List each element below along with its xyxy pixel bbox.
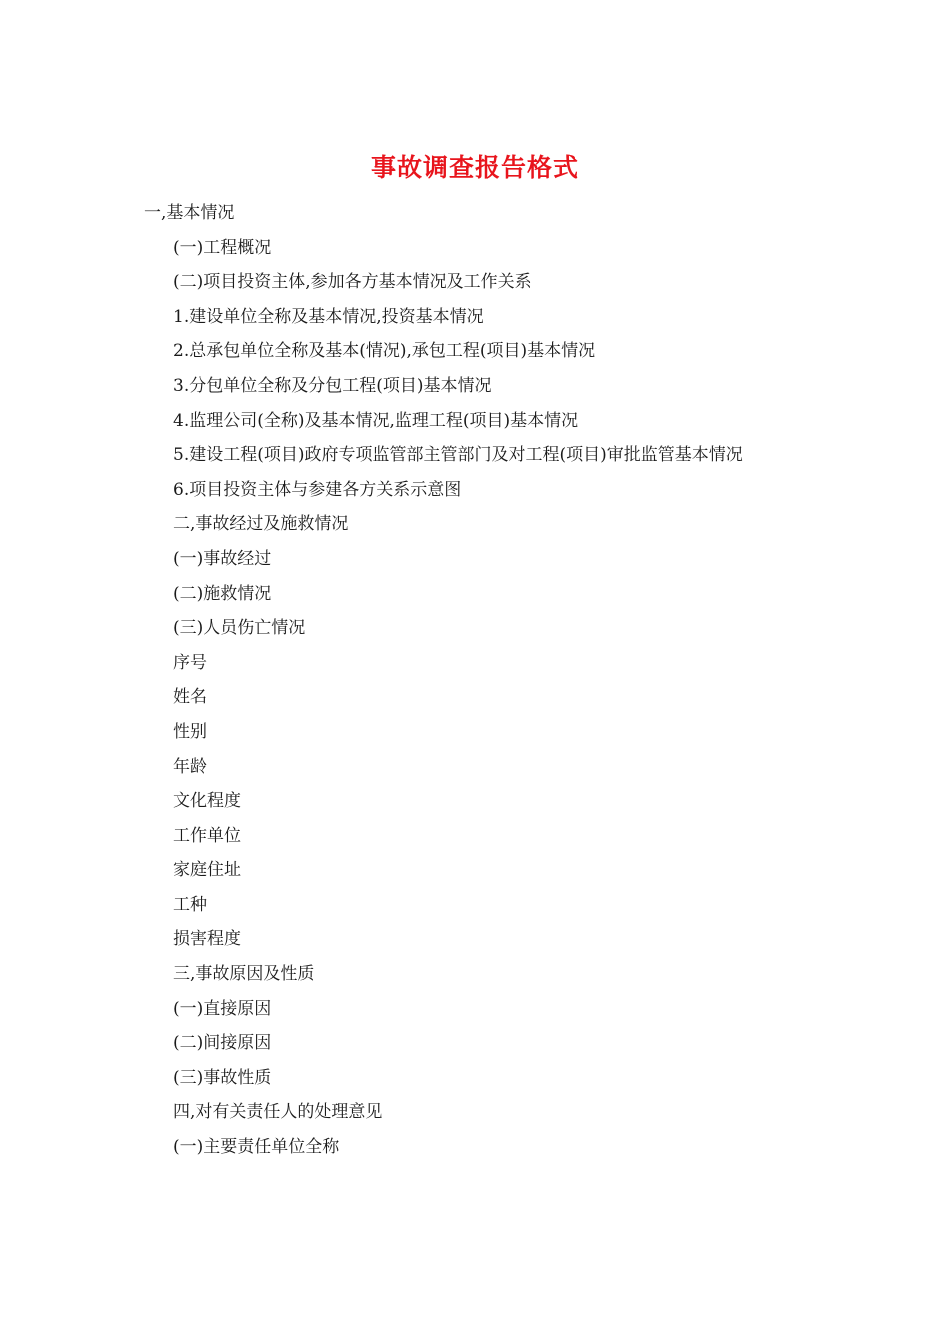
document-line: 性别 xyxy=(173,721,207,742)
document-line: 年龄 xyxy=(173,756,207,777)
document-line: 6.项目投资主体与参建各方关系示意图 xyxy=(173,479,462,500)
document-line: 1.建设单位全称及基本情况,投资基本情况 xyxy=(173,306,484,327)
document-line: 姓名 xyxy=(173,687,207,708)
document-line: 工种 xyxy=(173,894,207,915)
document-line: (二)间接原因 xyxy=(173,1033,272,1054)
document-line: 文化程度 xyxy=(173,791,241,812)
document-line: 4.监理公司(全称)及基本情况,监理工程(项目)基本情况 xyxy=(173,410,579,431)
document-line: (一)事故经过 xyxy=(173,548,272,569)
document-line: 家庭住址 xyxy=(173,860,241,881)
document-line: 3.分包单位全称及分包工程(项目)基本情况 xyxy=(173,375,492,396)
document-line: 损害程度 xyxy=(173,929,241,950)
document-title: 事故调查报告格式 xyxy=(370,153,579,182)
document-line: 序号 xyxy=(173,652,207,673)
document-line: (三)事故性质 xyxy=(173,1067,272,1088)
document-line: (一)主要责任单位全称 xyxy=(173,1137,340,1158)
document-line: 四,对有关责任人的处理意见 xyxy=(173,1102,383,1123)
document-line: 二,事故经过及施救情况 xyxy=(173,514,349,535)
document-line: (二)施救情况 xyxy=(173,583,272,604)
document-line: 2.总承包单位全称及基本(情况),承包工程(项目)基本情况 xyxy=(173,341,596,362)
document-line: 工作单位 xyxy=(173,825,241,846)
document-line: (一)直接原因 xyxy=(173,998,272,1019)
document-line: 一,基本情况 xyxy=(144,203,235,223)
document-line: 三,事故原因及性质 xyxy=(173,964,315,985)
document-line: (二)项目投资主体,参加各方基本情况及工作关系 xyxy=(173,272,532,293)
document-line: (一)工程概况 xyxy=(173,237,272,258)
document-line: (三)人员伤亡情况 xyxy=(173,618,306,639)
document-line: 5.建设工程(项目)政府专项监管部主管部门及对工程(项目)审批监管基本情况 xyxy=(173,445,743,466)
document-body xyxy=(144,196,808,1165)
